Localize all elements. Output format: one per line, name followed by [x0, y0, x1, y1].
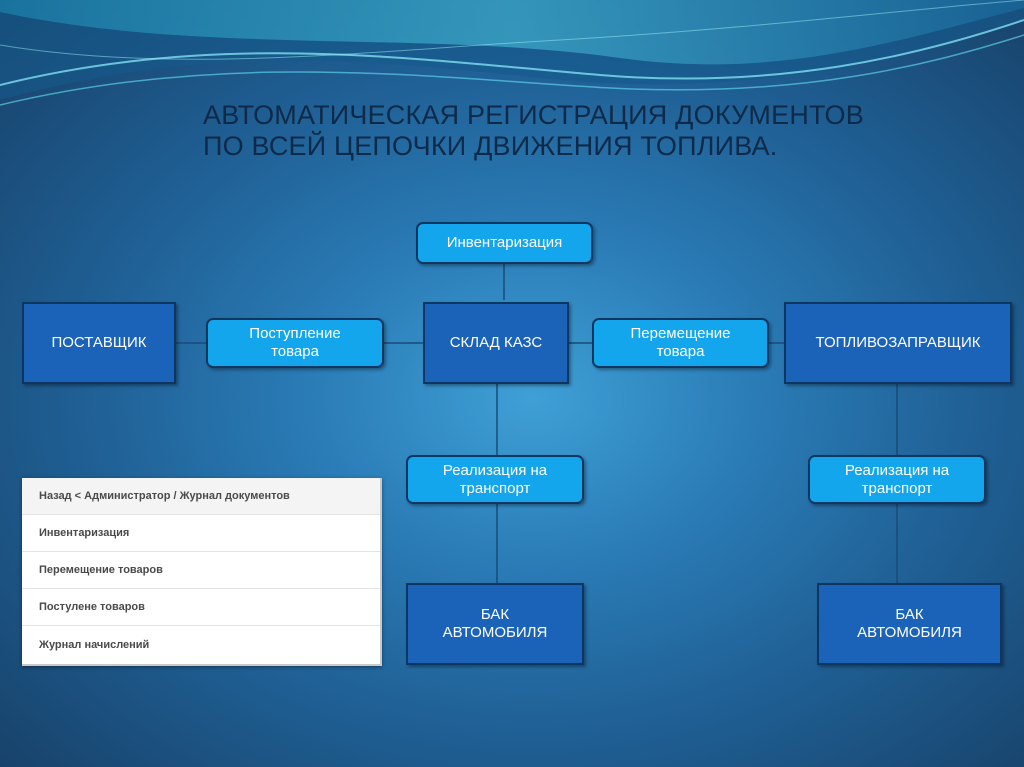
supplier-label: ПОСТАВЩИК	[51, 334, 147, 351]
supplier-node	[22, 302, 176, 384]
tank-left-label: БАК АВТОМОБИЛЯ	[442, 606, 548, 641]
tank-right-node	[817, 583, 1002, 665]
title-line-1: АВТОМАТИЧЕСКАЯ РЕГИСТРАЦИЯ ДОКУМЕНТОВ	[203, 100, 864, 130]
receipt-node	[206, 318, 384, 368]
warehouse-label: СКЛАД КАЗС	[449, 334, 543, 351]
sale-left-label: Реализация на транспорт	[442, 461, 548, 497]
transfer-label: Перемещение товара	[630, 325, 731, 360]
fuel-truck-node	[784, 302, 1012, 384]
documents-journal-panel	[22, 478, 382, 666]
inventory-label: Инвентаризация	[446, 234, 563, 251]
sale-right-label: Реализация на транспорт	[844, 461, 950, 497]
journal-item-receipts[interactable]: Постулене товаров	[22, 589, 380, 626]
title-line-2: ПО ВСЕЙ ЦЕПОЧКИ ДВИЖЕНИЯ ТОПЛИВА.	[203, 131, 778, 161]
sale-right-node	[808, 455, 986, 504]
breadcrumb[interactable]: Назад < Администратор / Журнал документов	[22, 478, 380, 515]
journal-item-transfers[interactable]: Перемещение товаров	[22, 552, 380, 589]
fuel-truck-label: ТОПЛИВОЗАПРАВЩИК	[815, 334, 981, 351]
tank-right-label: БАК АВТОМОБИЛЯ	[857, 606, 962, 641]
inventory-node	[416, 222, 593, 264]
journal-item-inventory[interactable]: Инвентаризация	[22, 515, 380, 552]
sale-left-node	[406, 455, 584, 504]
transfer-node	[592, 318, 769, 368]
receipt-label: Поступление товара	[249, 325, 341, 360]
warehouse-node	[423, 302, 569, 384]
journal-item-accruals[interactable]: Журнал начислений	[39, 638, 150, 651]
tank-left-node	[406, 583, 584, 665]
